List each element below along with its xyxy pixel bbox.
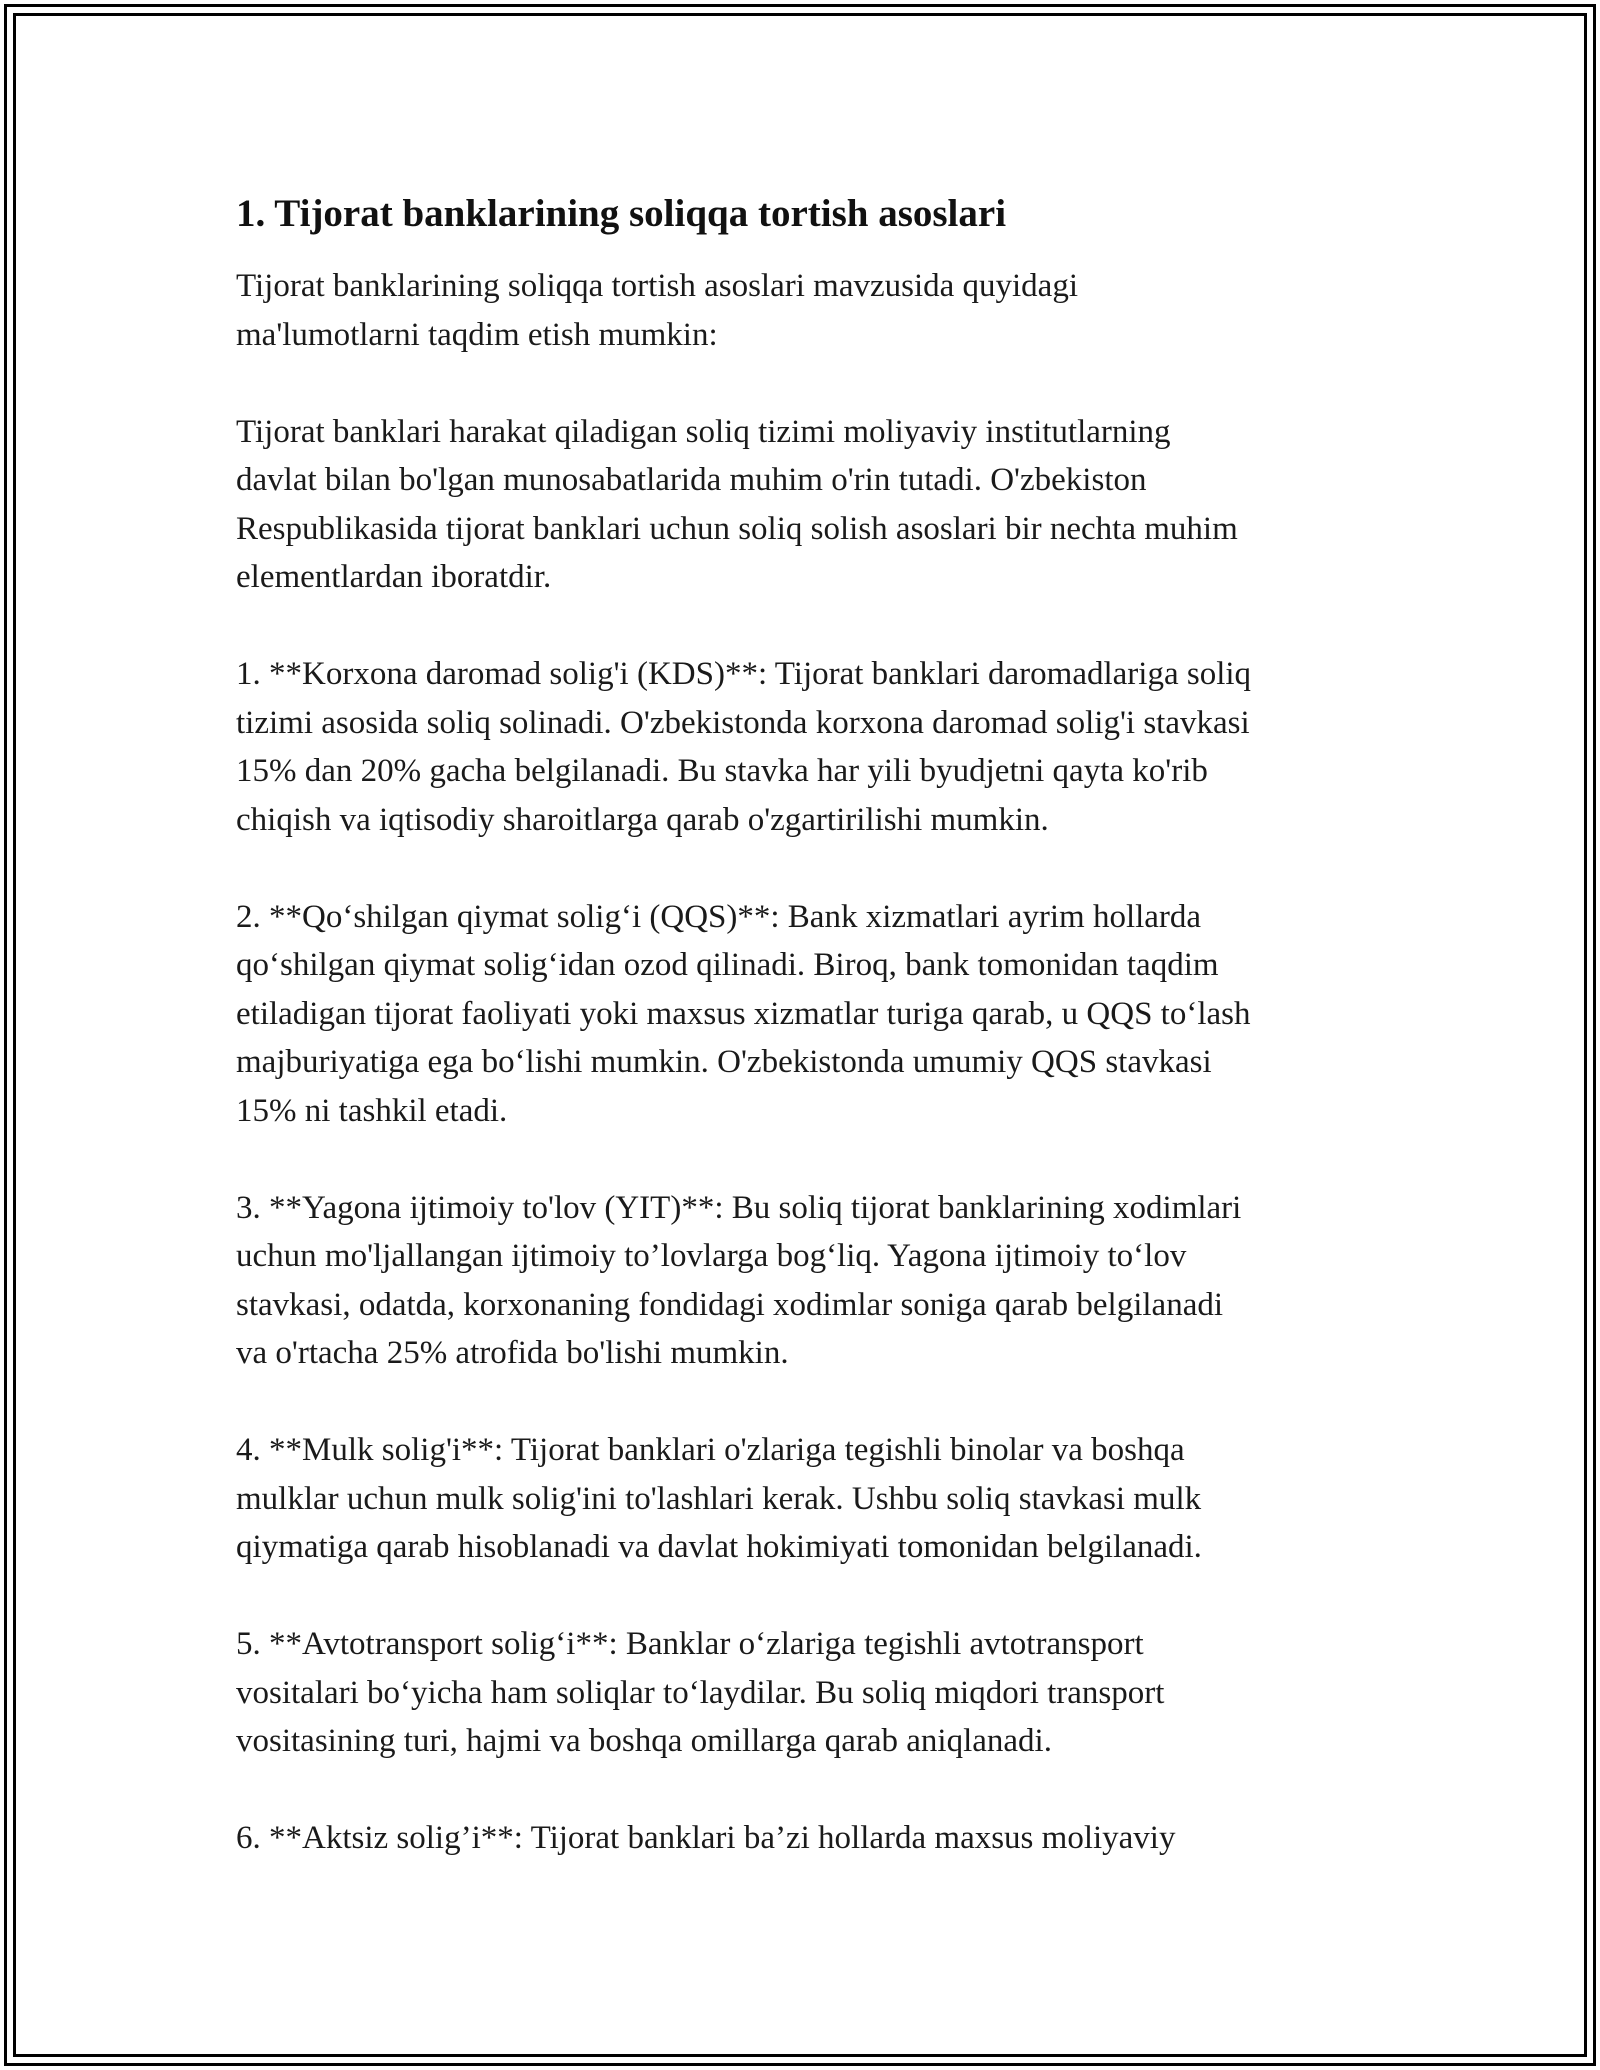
text-line: 3. **Yagona ijtimoiy to'lov (YIT)**: Bu soliq tijorat banklarining xodimlari [236,1189,1242,1226]
list-item-property-tax [236,1426,1376,1572]
text-line: vositalari bo‘yicha ham soliqlar to‘laydilar. Bu soliq miqdori transport [236,1674,1165,1711]
intro-paragraph [236,262,1376,359]
text-line: Tijorat banklari harakat qiladigan soliq tizimi moliyaviy institutlarning [236,413,1171,450]
text-line: Respublikasida tijorat banklari uchun soliq solish asoslari bir nechta muhim [236,510,1238,547]
list-item-social-payment [236,1184,1376,1378]
text-line: 6. **Aktsiz solig’i**: Tijorat banklari ba’zi hollarda maxsus moliyaviy [236,1820,1176,1856]
text-line: Tijorat banklarining soliqqa tortish asoslari mavzusida quyidagi [236,268,1078,304]
text-line: qo‘shilgan qiymat solig‘idan ozod qilinadi. Biroq, bank tomonidan taqdim [236,947,1219,983]
text-line: 1. **Korxona daromad solig'i (KDS)**: Tijorat banklari daromadlariga soliq [236,656,1252,692]
text-line: va o'rtacha 25% atrofida bo'lishi mumkin. [236,1335,789,1371]
list-item-excise-tax [236,1814,1376,1863]
text-line: mulklar uchun mulk solig'ini to'lashlari kerak. Ushbu soliq stavkasi mulk [236,1480,1202,1517]
text-line: vositasining turi, hajmi va boshqa omillarga qarab aniqlanadi. [236,1723,1052,1759]
text-line: majburiyatiga ega bo‘lishi mumkin. O'zbekistonda umumiy QQS stavkasi [236,1044,1212,1080]
page-title: 1. Tijorat banklarining soliqqa tortish asoslari [236,192,1007,235]
text-line: elementlardan iboratdir. [236,559,552,595]
list-item-vehicle-tax [236,1620,1376,1766]
text-line: ma'lumotlarni taqdim etish mumkin: [236,316,718,353]
list-item-corporate-income-tax [236,650,1376,844]
text-line: tizimi asosida soliq solinadi. O'zbekistonda korxona daromad solig'i stavkasi [236,704,1250,741]
text-line: stavkasi, odatda, korxonaning fondidagi xodimlar soniga qarab belgilanadi [236,1286,1224,1323]
text-line: 15% ni tashkil etadi. [236,1092,508,1129]
document-body [236,190,1376,1911]
text-line: qiymatiga qarab hisoblanadi va davlat hokimiyati tomonidan belgilanadi. [236,1529,1202,1565]
list-item-value-added-tax [236,893,1376,1136]
text-line: chiqish va iqtisodiy sharoitlarga qarab o'zgartirilishi mumkin. [236,801,1049,838]
text-line: 15% dan 20% gacha belgilanadi. Bu stavka har yili byudjetni qayta ko'rib [236,753,1208,789]
text-line: etiladigan tijorat faoliyati yoki maxsus xizmatlar turiga qarab, u QQS to‘lash [236,995,1251,1032]
text-line: 5. **Avtotransport solig‘i**: Banklar o‘zlariga tegishli avtotransport [236,1626,1144,1662]
text-line: davlat bilan bo'lgan munosabatlarida muhim o'rin tutadi. O'zbekiston [236,462,1147,498]
text-line: uchun mo'ljallangan ijtimoiy to’lovlarga bog‘liq. Yagona ijtimoiy to‘lov [236,1238,1187,1274]
text-line: 4. **Mulk solig'i**: Tijorat banklari o'zlariga tegishli binolar va boshqa [236,1432,1185,1468]
text-line: 2. **Qo‘shilgan qiymat solig‘i (QQS)**: Bank xizmatlari ayrim hollarda [236,898,1202,935]
overview-paragraph [236,408,1376,602]
